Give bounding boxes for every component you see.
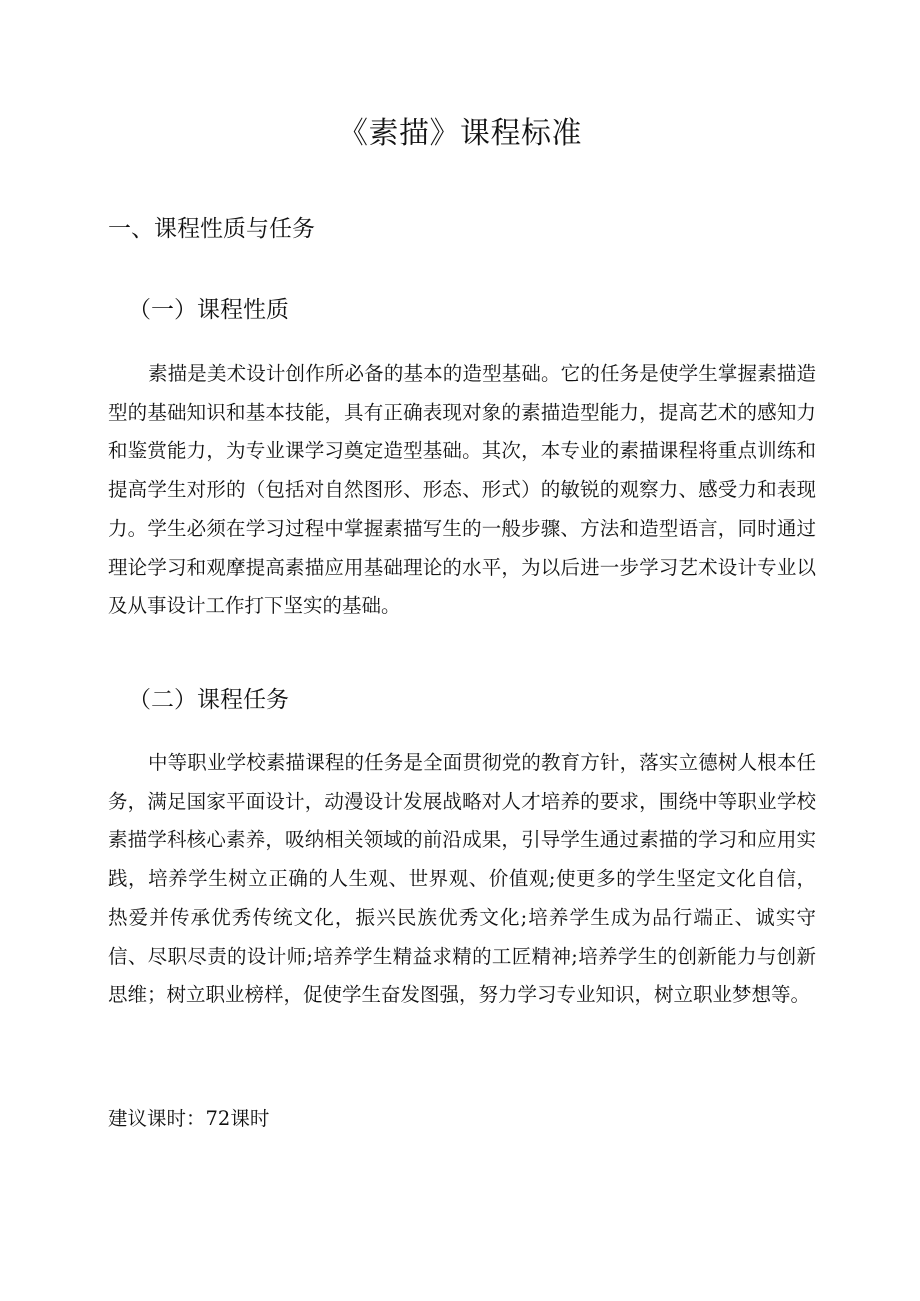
subsection-heading-course-nature: （一）课程性质 (128, 297, 289, 323)
course-nature-paragraph: 素描是美术设计创作所必备的基本的造型基础。它的任务是使学生掌握素描造型的基础知识和基本技能，具有正确表现对象的素描造型能力，提高艺术的感知力和鉴赏能力，为专业课学习奠定造型基础。其次，本专业的素描课程将重点训练和提高学生对形的（包括对自然图形、形态、形式）的敏锐的观察力、感受力和表现力。学生必须在学习过程中掌握素描写生的一般步骤、方法和造型语言，同时通过理论学习和观摩提高素描应用基础理论的水平，为以后进一步学习艺术设计专业以及从事设计工作打下坚实的基础。 (108, 362, 816, 618)
section-heading-course-nature-and-tasks: 一、课程性质与任务 (108, 216, 315, 242)
course-tasks-paragraph: 中等职业学校素描课程的任务是全面贯彻党的教育方针，落实立德树人根本任务，满足国家平面设计，动漫设计发展战略对人才培养的要求，围绕中等职业学校素描学科核心素养，吸纳相关领域的前沿成果，引导学生通过素描的学习和应用实践，培养学生树立正确的人生观、世界观、价值观;使更多的学生坚定文化自信，热爱并传承优秀传统文化，振兴民族优秀文化;培养学生成为品行端正、诚实守信、尽职尽责的设计师;培养学生精益求精的工匠精神;培养学生的创新能力与创新思维；树立职业榜样，促使学生奋发图强，努力学习专业知识，树立职业梦想等。 (108, 751, 816, 1007)
suggested-hours: 建议课时：72课时 (108, 1107, 270, 1130)
subsection-heading-course-tasks: （二）课程任务 (128, 687, 289, 713)
document-title: 《素描》课程标准 (338, 116, 582, 151)
